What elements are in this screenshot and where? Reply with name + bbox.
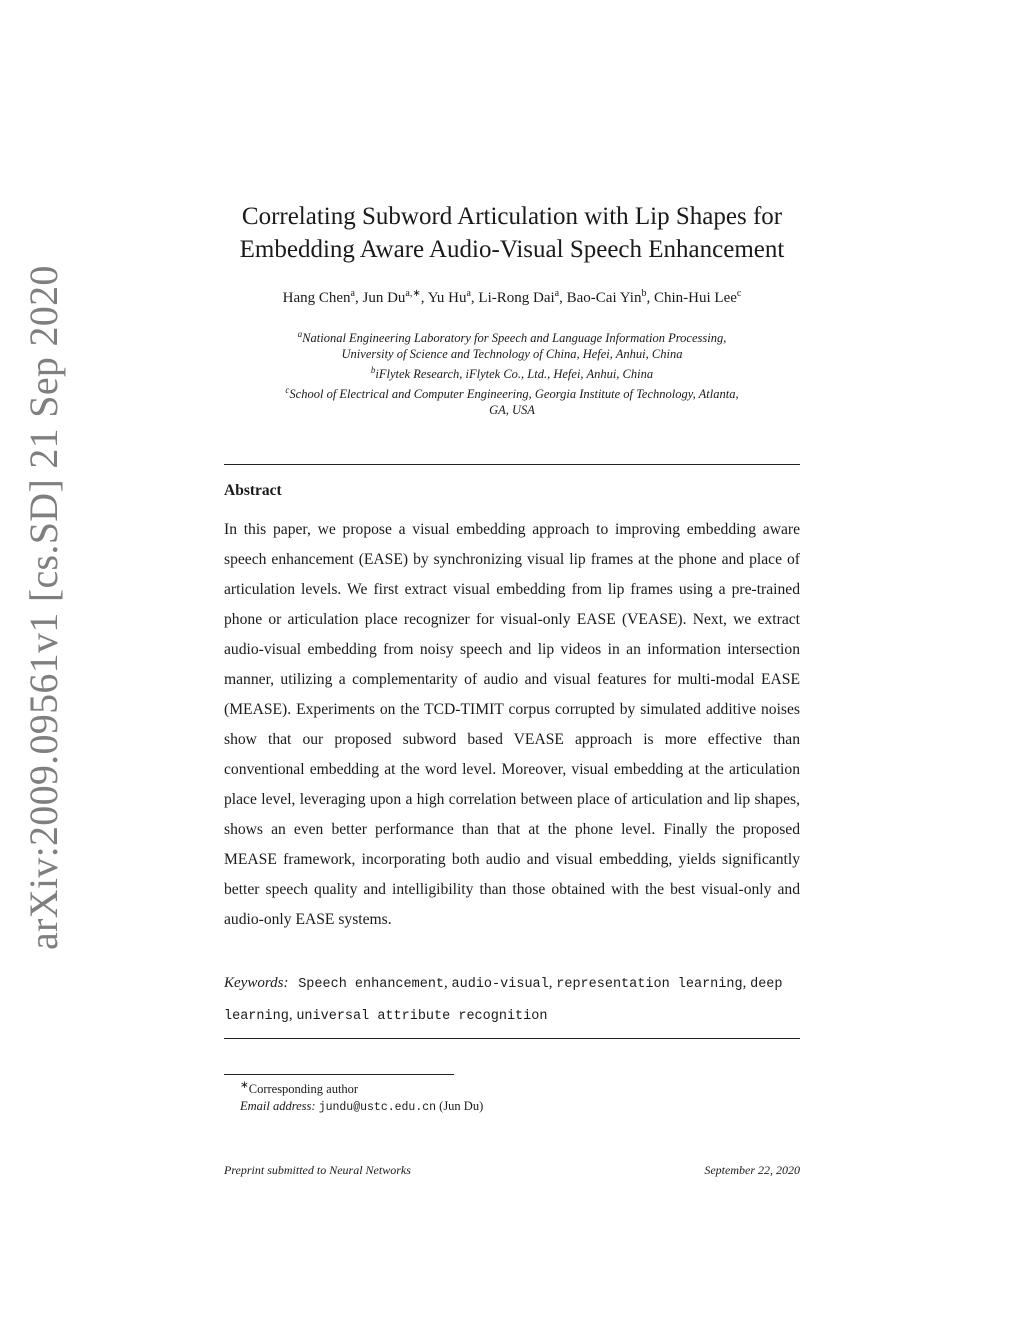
email-link[interactable]: jundu@ustc.edu.cn xyxy=(318,1101,437,1115)
abstract-top-rule xyxy=(224,464,800,465)
title-line-1: Correlating Subword Articulation with Lip Shapes for xyxy=(241,203,783,230)
footer-venue: Preprint submitted to Neural Networks xyxy=(224,1163,411,1177)
author-affil-mark: a,∗ xyxy=(405,288,421,299)
affiliation-c-cont: GA, USA xyxy=(489,403,535,418)
footer-date: September 22, 2020 xyxy=(704,1163,800,1177)
author-affil-mark: c xyxy=(736,288,742,299)
footnote-rule xyxy=(224,1074,454,1075)
author-affil-mark: a xyxy=(466,288,471,299)
affil-text: School of Electrical and Computer Engineering, Georgia Institute of Technology, Atlanta, xyxy=(289,387,739,402)
affil-mark: c xyxy=(285,385,290,396)
affil-mark: a xyxy=(297,329,303,339)
author-affil-mark: b xyxy=(641,288,647,299)
keyword: audio-visual xyxy=(451,977,549,992)
affil-text: National Engineering Laboratory for Speech and Language Information Processing, xyxy=(302,331,727,346)
affiliations xyxy=(170,326,854,418)
abstract-heading: Abstract xyxy=(224,482,282,499)
email-owner: (Jun Du) xyxy=(439,1099,484,1114)
email-label: Email address: xyxy=(240,1099,316,1114)
keyword: Speech enhancement xyxy=(298,977,445,992)
affil-text: iFlytek Research, iFlytek Co., Ltd., Hefei, Anhui, China xyxy=(375,367,654,382)
footnote-corresponding xyxy=(240,1077,800,1098)
author-name: Bao-Cai Yin xyxy=(566,290,642,306)
keywords: Keywords: Speech enhancement, audio-visual, representation learning, deep learning, universal attribute recognition xyxy=(224,975,783,1024)
keywords-label: Keywords: xyxy=(224,975,289,991)
abstract-body: In this paper, we propose a visual embedding approach to improving embedding aware speech enhancement (EASE) by synchronizing visual lip frames at the phone and place of articulation levels. We first extract visual embedding from lip frames using a pre-trained phone or articulation place recognizer for visual-only EASE (VEASE). Next, we extract audio-visual embedding from noisy speech and lip videos in an information intersection manner, utilizing a complementarity of audio and visual features for multi-modal EASE (MEASE). Experiments on the TCD-TIMIT corpus corrupted by simulated additive noises show that our proposed subword based VEASE approach is more effective than conventional embedding at the word level. Moreover, visual embedding at the articulation place level, leveraging upon a high correlation between place of articulation and lip shapes, shows an even better performance than that at the phone level. Finally the proposed MEASE framework, incorporating both audio and visual embedding, yields significantly better speech quality and intelligibility than those obtained with the best visual-only and audio-only EASE systems. xyxy=(224,521,800,928)
affiliation-a-cont: University of Science and Technology of China, Hefei, Anhui, China xyxy=(341,347,683,362)
author-affil-mark: a xyxy=(350,288,355,299)
affiliation-b xyxy=(170,362,854,382)
author-name: Li-Rong Dai xyxy=(478,290,555,306)
keyword: representation learning xyxy=(556,977,743,992)
affiliation-a xyxy=(170,326,854,346)
author-name: Jun Du xyxy=(362,290,406,306)
footnote-text: Corresponding author xyxy=(248,1082,359,1097)
paper-title xyxy=(170,200,854,266)
affil-mark: b xyxy=(370,365,376,376)
author-list: Hang Chen$^a$, Jun $Du^{a,∗}$, Yu Hu$^a$, Li-Rong Dai$^a$, Bao-Cai Yin$^b$, Chin-Hui Lee$^c$ xyxy=(282,288,742,306)
footnote-mark: ∗ xyxy=(240,1080,249,1091)
author-name: Yu Hu xyxy=(427,290,467,306)
keyword: deep learning xyxy=(224,977,783,1024)
arxiv-identifier[interactable]: arXiv:2009.09561v1 [cs.SD] 21 Sep 2020 xyxy=(21,265,66,950)
author-affil-mark: a xyxy=(554,288,560,299)
author-name: Chin-Hui Lee xyxy=(653,290,737,306)
affiliation-c xyxy=(170,382,854,402)
title-line-2: Embedding Aware Audio-Visual Speech Enhancement xyxy=(239,236,785,263)
footnote xyxy=(240,1077,800,1116)
abstract-bottom-rule xyxy=(224,1038,800,1039)
footnote-email xyxy=(240,1098,800,1116)
author-name: Hang Chen xyxy=(282,290,351,306)
keyword: universal attribute recognition xyxy=(296,1009,548,1024)
